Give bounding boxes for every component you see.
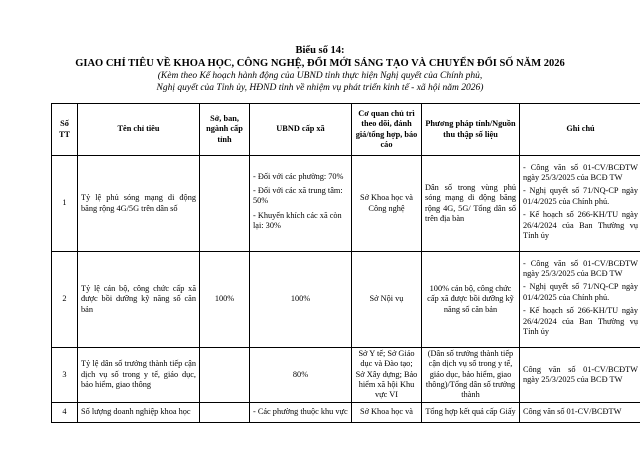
note-line: - Công văn số 01-CV/BCĐTW ngày 25/3/2025 của BCĐ TW xyxy=(523,258,638,279)
row-agency: Sở Khoa học và Công nghệ xyxy=(352,156,422,252)
commune-target-line: - Đối với các xã trung tâm: 50% xyxy=(253,185,343,206)
row-indicator-name: Tỷ lệ dân số trưởng thành tiếp cận dịch vụ số trong y tế, giáo dục, bảo hiểm, giao thông xyxy=(78,348,200,403)
row-agency: Sở Khoa học và xyxy=(352,402,422,422)
row-stt: 4 xyxy=(52,402,78,422)
row-commune-target xyxy=(250,156,352,252)
row-agency: Sở Nội vụ xyxy=(352,252,422,348)
row-stt: 2 xyxy=(52,252,78,348)
note-line: - Kế hoạch số 266-KH/TU ngày 26/4/2024 của Ban Thường vụ Tỉnh ủy xyxy=(523,306,638,336)
row-dept-target: 100% xyxy=(200,252,250,348)
indicators-table xyxy=(51,103,640,423)
note-line: - Nghị quyết số 71/NQ-CP ngày 01/4/2025 của Chính phủ. xyxy=(523,282,638,302)
row-method: 100% cán bộ, công chức cấp xã được bồi dưỡng kỹ năng số căn bản xyxy=(422,252,520,348)
table-row xyxy=(52,156,640,252)
row-indicator-name: Số lượng doanh nghiệp khoa học xyxy=(78,402,200,422)
table-row xyxy=(52,402,640,422)
col-header-method: Phương pháp tính/Nguồn thu thập số liệu xyxy=(422,104,520,156)
note-line: - Nghị quyết số 71/NQ-CP ngày 01/4/2025 của Chính phủ. xyxy=(523,186,638,206)
form-number: Biểu số 14: xyxy=(295,45,345,56)
note-line: - Kế hoạch số 266-KH/TU ngày 26/4/2024 của Ban Thường vụ Tỉnh ủy xyxy=(523,210,638,240)
row-commune-target: 100% xyxy=(250,252,352,348)
commune-target-line: - Đối với các phường: 70% xyxy=(253,171,344,181)
col-header-dept: Sở, ban, ngành cấp tỉnh xyxy=(200,104,250,156)
row-commune-target: - Các phường thuộc khu vực xyxy=(250,402,352,422)
row-stt: 1 xyxy=(52,156,78,252)
note-line: - Công văn số 01-CV/BCĐTW ngày 25/3/2025 của BCĐ TW xyxy=(523,162,638,183)
row-notes xyxy=(520,156,640,252)
table-header-row xyxy=(52,104,640,156)
col-header-notes: Ghi chú xyxy=(520,104,640,156)
row-notes xyxy=(520,252,640,348)
row-notes: Công văn số 01-CV/BCĐTW xyxy=(520,402,640,422)
row-stt: 3 xyxy=(52,348,78,403)
table-row xyxy=(52,348,640,403)
col-header-stt: Số TT xyxy=(52,104,78,156)
row-method: Dân số trong vùng phủ sóng mạng di động băng rộng 4G, 5G/ Tổng dân số trên địa bàn xyxy=(422,156,520,252)
row-dept-target xyxy=(200,402,250,422)
row-indicator-name: Tỷ lệ cán bộ, công chức cấp xã được bồi dưỡng kỹ năng số căn bản xyxy=(78,252,200,348)
row-notes: Công văn số 01-CV/BCĐTW ngày 25/3/2025 của BCĐ TW xyxy=(520,348,640,403)
row-agency: Sở Y tế; Sở Giáo dục và Đào tạo; Sở Xây dựng; Bảo hiểm xã hội Khu vực VI xyxy=(352,348,422,403)
commune-target-line: - Khuyến khích các xã còn lại: 30% xyxy=(253,210,342,231)
row-indicator-name: Tỷ lệ phủ sóng mạng di động băng rộng 4G/5G trên dân số xyxy=(78,156,200,252)
document-subtitle-line1: (Kèm theo Kế hoạch hành động của UBND tỉnh thực hiện Nghị quyết của Chính phủ, xyxy=(157,71,483,81)
document-subtitle-line2: Nghị quyết của Tỉnh ủy, HĐND tỉnh về nhiệm vụ phát triển kinh tế - xã hội năm 2026) xyxy=(156,83,484,93)
col-header-commune: UBND cấp xã xyxy=(250,104,352,156)
row-dept-target xyxy=(200,348,250,403)
row-dept-target xyxy=(200,156,250,252)
col-header-agency: Cơ quan chủ trì theo dõi, đánh giá/tổng hợp, báo cáo xyxy=(352,104,422,156)
row-commune-target: 80% xyxy=(250,348,352,403)
row-method: (Dân số trưởng thành tiếp cận dịch vụ số trong y tế, giáo dục, bảo hiểm, giao thông)/Tổng dân số trưởng thành xyxy=(422,348,520,403)
row-method: Tổng hợp kết quả cấp Giấy xyxy=(422,402,520,422)
table-row xyxy=(52,252,640,348)
document-title: GIAO CHỈ TIÊU VỀ KHOA HỌC, CÔNG NGHỆ, ĐỔI MỚI SÁNG TẠO VÀ CHUYỂN ĐỔI SỐ NĂM 2026 xyxy=(75,58,565,69)
col-header-name: Tên chỉ tiêu xyxy=(78,104,200,156)
